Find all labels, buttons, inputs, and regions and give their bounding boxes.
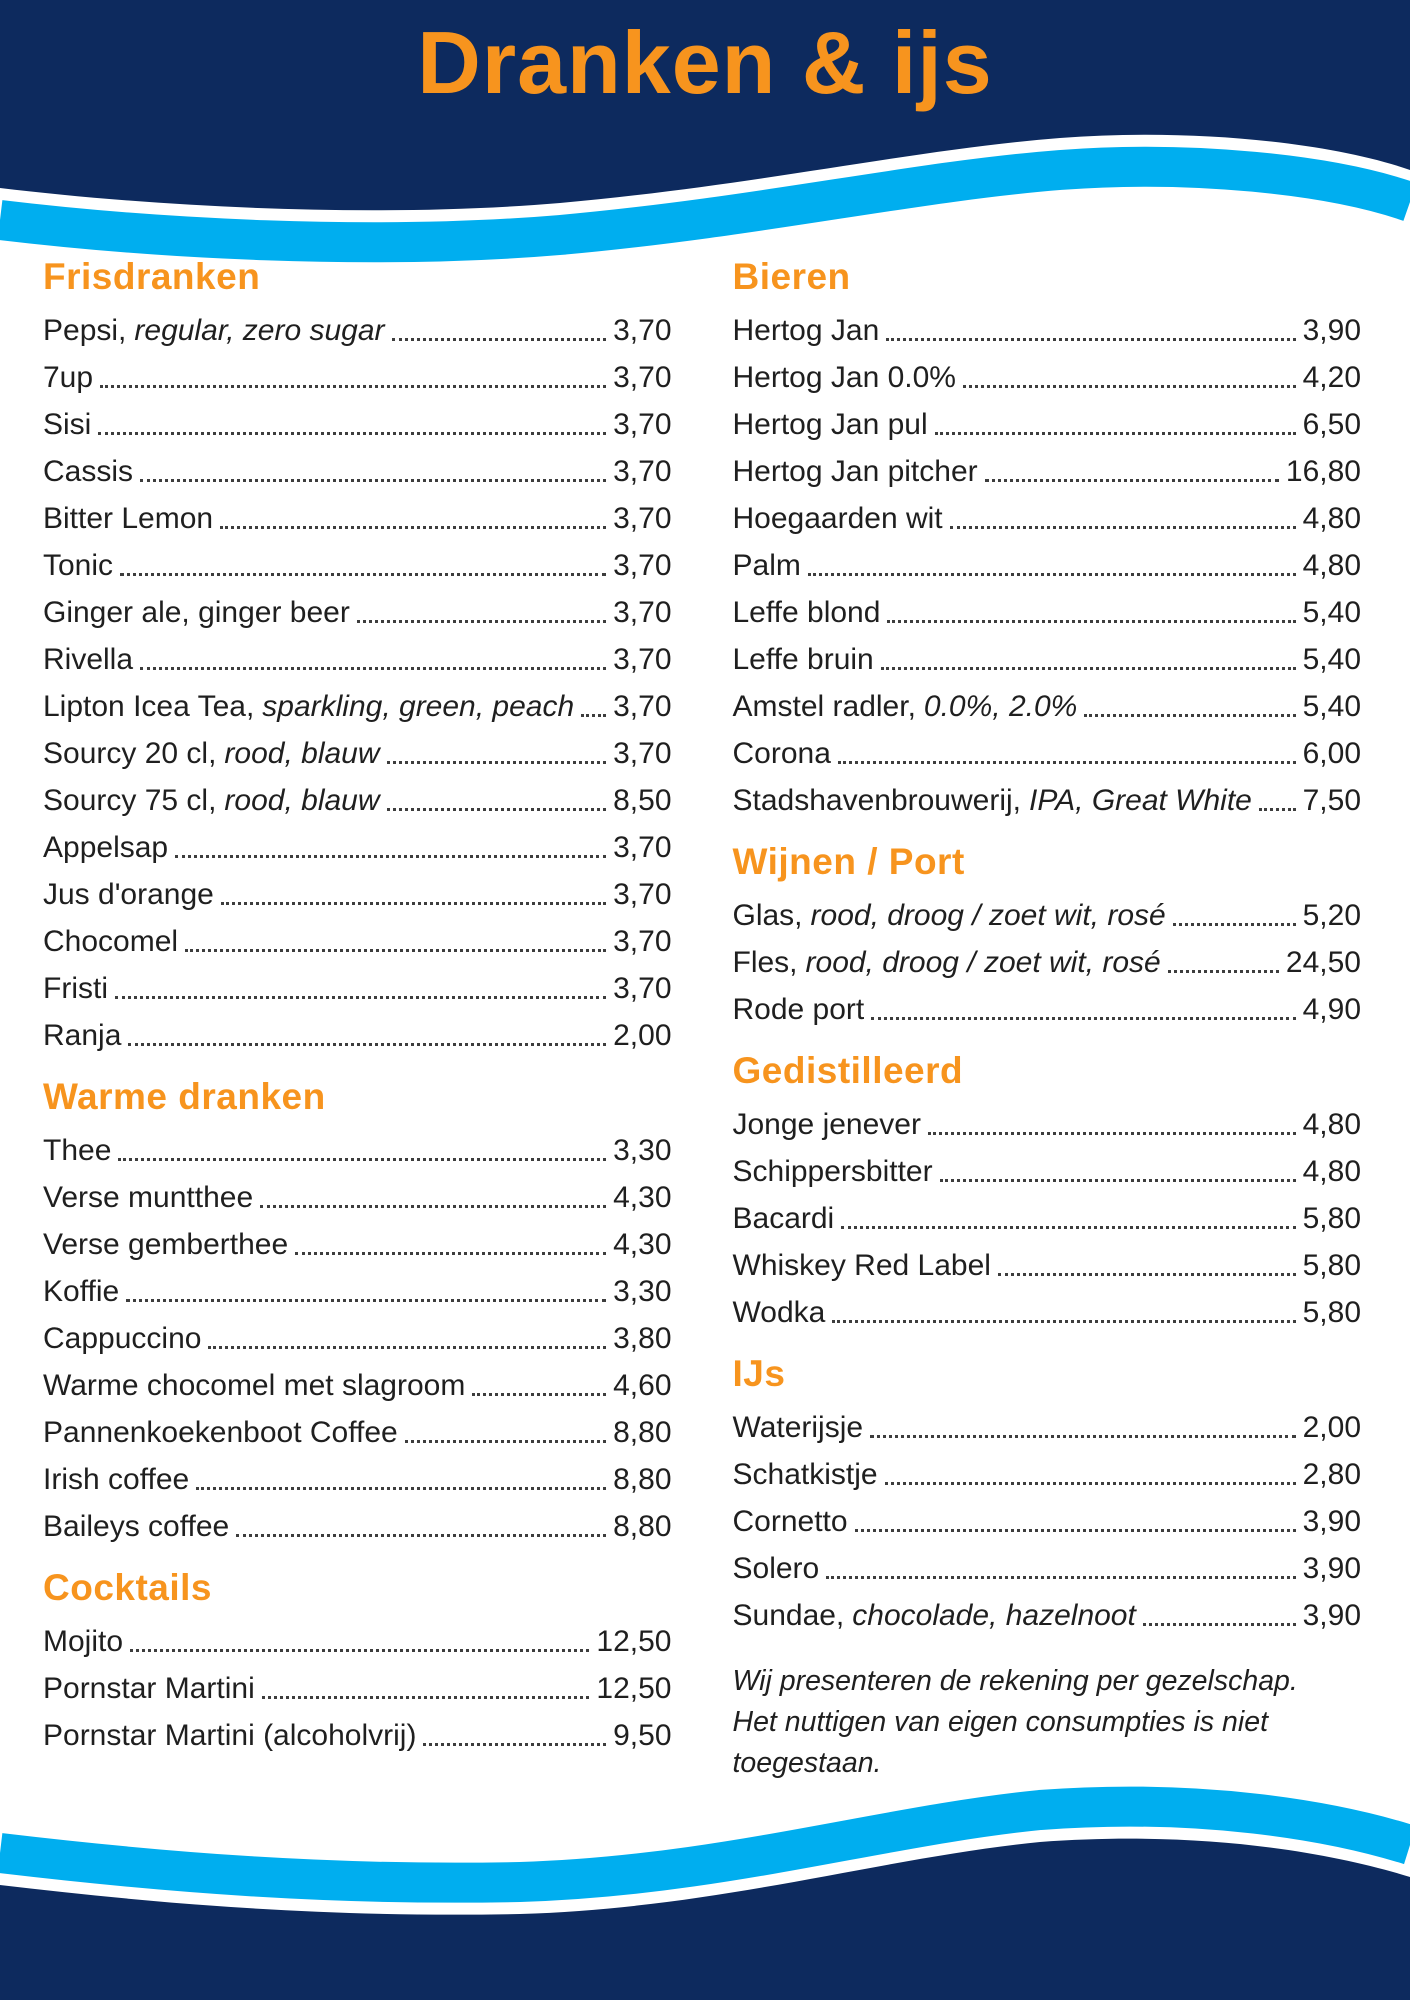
item-price: 2,00 [613, 1018, 672, 1052]
menu-item-row [43, 1012, 672, 1059]
item-label: Leffe bruin [732, 642, 874, 676]
item-label: Ginger ale, ginger beer [43, 595, 350, 629]
item-label: Chocomel [43, 924, 179, 958]
item-note: chocolade, hazelnoot [852, 1598, 1136, 1632]
item-price: 3,30 [613, 1133, 672, 1167]
menu-item-row [43, 1409, 672, 1456]
menu-item-row [43, 495, 672, 542]
dotted-leader [881, 667, 1296, 670]
item-label: Wodka [732, 1295, 826, 1329]
menu-section-bieren [733, 255, 1362, 824]
item-label: Irish coffee [43, 1462, 190, 1496]
item-price: 3,70 [613, 689, 672, 723]
menu-column-right [733, 255, 1362, 1784]
dotted-leader [871, 1017, 1295, 1020]
item-price: 5,40 [1302, 595, 1361, 629]
item-price: 3,70 [613, 736, 672, 770]
dotted-leader [1259, 808, 1296, 811]
menu-item-row [43, 354, 672, 401]
dotted-leader [581, 714, 606, 717]
item-price: 4,80 [1302, 501, 1361, 535]
item-label: Sundae, [732, 1598, 845, 1632]
menu-item-row [43, 636, 672, 683]
item-label: Waterijsje [732, 1410, 864, 1444]
item-price: 5,40 [1302, 642, 1361, 676]
menu-item-row [733, 1451, 1362, 1498]
item-price: 5,80 [1302, 1248, 1361, 1282]
item-price: 2,00 [1302, 1410, 1361, 1444]
dotted-leader [998, 1273, 1296, 1276]
dotted-leader [985, 479, 1279, 482]
item-label: Hertog Jan pitcher [732, 454, 978, 488]
menu-item-row [733, 589, 1362, 636]
item-label: Stadshavenbrouwerij, [732, 783, 1022, 817]
item-price: 8,80 [613, 1415, 672, 1449]
item-label: Verse gemberthee [43, 1227, 289, 1261]
dotted-leader [295, 1252, 606, 1255]
menu-item-row [43, 1456, 672, 1503]
item-price: 3,70 [613, 313, 672, 347]
menu-section-warme-dranken [43, 1075, 672, 1550]
dotted-leader [472, 1393, 606, 1396]
item-label: Hoegaarden wit [732, 501, 943, 535]
dotted-leader [260, 1205, 606, 1208]
item-label: Pannenkoekenboot Coffee [43, 1415, 398, 1449]
dotted-leader [1173, 923, 1296, 926]
item-price: 5,80 [1302, 1201, 1361, 1235]
dotted-leader [885, 1482, 1296, 1485]
item-label: Whiskey Red Label [732, 1248, 991, 1282]
menu-item-row [43, 730, 672, 777]
item-price: 4,80 [1302, 1107, 1361, 1141]
menu-item-row [43, 1618, 672, 1665]
item-label: Rivella [43, 642, 134, 676]
item-price: 8,50 [613, 783, 672, 817]
item-label: Hertog Jan pul [732, 407, 928, 441]
dotted-leader [100, 385, 606, 388]
item-label: Solero [732, 1551, 820, 1585]
dotted-leader [120, 573, 606, 576]
item-price: 3,90 [1302, 1551, 1361, 1585]
dotted-leader [1168, 970, 1279, 973]
item-label: Sourcy 20 cl, [43, 736, 217, 770]
section-title: Bieren [732, 256, 851, 297]
dotted-leader [808, 573, 1296, 576]
menu-section-frisdranken [43, 255, 672, 1059]
dotted-leader [423, 1743, 606, 1746]
item-label: Fles, [732, 945, 798, 979]
footnote-line: Wij presenteren de rekening per gezelschap. [732, 1665, 1298, 1697]
item-label: Hertog Jan 0.0% [732, 360, 956, 394]
dotted-leader [140, 667, 606, 670]
item-price: 4,90 [1302, 992, 1361, 1026]
menu-section-gedistilleerd [733, 1049, 1362, 1336]
dotted-leader [855, 1529, 1296, 1532]
menu-item-row [733, 636, 1362, 683]
item-price: 3,90 [1302, 1504, 1361, 1538]
item-label: 7up [43, 360, 94, 394]
menu-item-row [733, 1289, 1362, 1336]
menu-item-row [733, 777, 1362, 824]
dotted-leader [185, 949, 606, 952]
item-note: sparkling, green, peach [262, 689, 575, 723]
item-label: Pornstar Martini [43, 1671, 255, 1705]
item-price: 3,70 [613, 877, 672, 911]
item-label: Verse muntthee [43, 1180, 254, 1214]
menu-item-row [733, 1404, 1362, 1451]
item-price: 3,80 [613, 1321, 672, 1355]
item-label: Lipton Icea Tea, [43, 689, 255, 723]
bottom-wave [0, 1770, 1410, 2000]
item-price: 9,50 [613, 1718, 672, 1752]
dotted-leader [126, 1299, 606, 1302]
menu-item-row [733, 986, 1362, 1033]
footnotes [733, 1661, 1362, 1784]
menu-item-row [43, 1221, 672, 1268]
dotted-leader [98, 432, 606, 435]
menu-section-wijnen-port [733, 840, 1362, 1033]
item-label: Rode port [732, 992, 865, 1026]
item-price: 4,80 [1302, 1154, 1361, 1188]
dotted-leader [1143, 1623, 1296, 1626]
menu-item-row [733, 1242, 1362, 1289]
menu-item-row [43, 1174, 672, 1221]
menu-item-row [733, 892, 1362, 939]
dotted-leader [405, 1440, 606, 1443]
menu-item-row [43, 448, 672, 495]
section-title: Warme dranken [43, 1076, 326, 1117]
dotted-leader [963, 385, 1296, 388]
dotted-leader [826, 1576, 1295, 1579]
dotted-leader [940, 1179, 1296, 1182]
dotted-leader [887, 620, 1295, 623]
menu-item-row [733, 1498, 1362, 1545]
item-price: 2,80 [1302, 1457, 1361, 1491]
item-note: rood, droog / zoet wit, rosé [805, 945, 1161, 979]
section-title: Cocktails [43, 1567, 213, 1608]
item-label: Leffe blond [732, 595, 881, 629]
item-price: 4,30 [613, 1227, 672, 1261]
menu-column-left [43, 255, 672, 1784]
section-title: IJs [732, 1353, 786, 1394]
item-label: Baileys coffee [43, 1509, 230, 1543]
item-note: rood, droog / zoet wit, rosé [810, 898, 1166, 932]
menu-item-row [733, 354, 1362, 401]
item-price: 3,70 [613, 548, 672, 582]
item-price: 4,80 [1302, 548, 1361, 582]
section-title: Gedistilleerd [732, 1050, 964, 1091]
item-note: regular, zero sugar [134, 313, 385, 347]
dotted-leader [387, 761, 607, 764]
item-label: Schippersbitter [732, 1154, 933, 1188]
item-label: Palm [732, 548, 801, 582]
item-label: Thee [43, 1133, 112, 1167]
menu-item-row [43, 965, 672, 1012]
item-label: Mojito [43, 1624, 124, 1658]
item-price: 7,50 [1302, 783, 1361, 817]
item-price: 3,30 [613, 1274, 672, 1308]
item-label: Sisi [43, 407, 92, 441]
dotted-leader [838, 761, 1296, 764]
item-price: 5,80 [1302, 1295, 1361, 1329]
item-label: Glas, [732, 898, 803, 932]
item-price: 3,70 [613, 454, 672, 488]
menu-item-row [43, 1268, 672, 1315]
item-label: Pornstar Martini (alcoholvrij) [43, 1718, 417, 1752]
item-price: 3,70 [613, 595, 672, 629]
item-price: 3,70 [613, 971, 672, 1005]
menu-section-ijs [733, 1352, 1362, 1639]
item-label: Warme chocomel met slagroom [43, 1368, 466, 1402]
menu-item-row [733, 448, 1362, 495]
footnote-line: Het nuttigen van eigen consumpties is niet toegestaan. [732, 1706, 1268, 1779]
menu-item-row [43, 589, 672, 636]
menu-item-row [43, 1127, 672, 1174]
dotted-leader [175, 855, 606, 858]
item-price: 4,20 [1302, 360, 1361, 394]
menu-item-row [43, 824, 672, 871]
item-price: 3,90 [1302, 1598, 1361, 1632]
item-price: 3,70 [613, 830, 672, 864]
dotted-leader [262, 1696, 590, 1699]
dotted-leader [950, 526, 1296, 529]
item-note: rood, blauw [224, 783, 380, 817]
item-price: 6,50 [1302, 407, 1361, 441]
menu-item-row [733, 542, 1362, 589]
menu-item-row [43, 307, 672, 354]
dotted-leader [221, 902, 606, 905]
menu-item-row [43, 1503, 672, 1550]
dotted-leader [357, 620, 606, 623]
item-label: Cappuccino [43, 1321, 202, 1355]
dotted-leader [387, 808, 607, 811]
item-label: Amstel radler, [732, 689, 916, 723]
menu-item-row [733, 401, 1362, 448]
menu-item-row [733, 307, 1362, 354]
item-price: 5,40 [1302, 689, 1361, 723]
dotted-leader [140, 479, 606, 482]
dotted-leader [841, 1226, 1295, 1229]
item-label: Koffie [43, 1274, 120, 1308]
item-price: 3,70 [613, 642, 672, 676]
dotted-leader [118, 1158, 606, 1161]
menu-item-row [733, 1195, 1362, 1242]
menu-item-row [733, 495, 1362, 542]
menu-item-row [43, 683, 672, 730]
item-note: IPA, Great White [1029, 783, 1252, 817]
item-price: 6,00 [1302, 736, 1361, 770]
dotted-leader [870, 1435, 1296, 1438]
menu-item-row [733, 1592, 1362, 1639]
menu-item-row [43, 871, 672, 918]
item-price: 3,70 [613, 924, 672, 958]
menu-item-row [733, 939, 1362, 986]
menu-content [43, 255, 1361, 1784]
item-label: Sourcy 75 cl, [43, 783, 217, 817]
item-label: Pepsi, [43, 313, 127, 347]
item-price: 12,50 [596, 1671, 672, 1705]
menu-item-row [43, 542, 672, 589]
menu-item-row [43, 918, 672, 965]
item-label: Appelsap [43, 830, 169, 864]
item-price: 3,70 [613, 501, 672, 535]
item-label: Jonge jenever [732, 1107, 921, 1141]
menu-item-row [733, 683, 1362, 730]
item-price: 4,60 [613, 1368, 672, 1402]
menu-item-row [733, 1148, 1362, 1195]
menu-item-row [43, 1712, 672, 1759]
item-price: 8,80 [613, 1462, 672, 1496]
menu-column-right-sections [733, 255, 1362, 1639]
item-price: 12,50 [596, 1624, 672, 1658]
dotted-leader [886, 338, 1295, 341]
item-price: 24,50 [1285, 945, 1361, 979]
dotted-leader [208, 1346, 606, 1349]
section-title: Wijnen / Port [732, 841, 965, 882]
menu-section-cocktails [43, 1566, 672, 1759]
item-price: 3,70 [613, 360, 672, 394]
item-label: Bitter Lemon [43, 501, 214, 535]
item-label: Corona [732, 736, 831, 770]
dotted-leader [196, 1487, 606, 1490]
section-title: Frisdranken [43, 256, 261, 297]
dotted-leader [130, 1649, 589, 1652]
item-label: Cornetto [732, 1504, 848, 1538]
dotted-leader [832, 1320, 1295, 1323]
item-price: 4,30 [613, 1180, 672, 1214]
dotted-leader [935, 432, 1296, 435]
dotted-leader [392, 338, 607, 341]
menu-item-row [43, 1665, 672, 1712]
item-price: 16,80 [1285, 454, 1361, 488]
page-title: Dranken & ijs [417, 13, 993, 112]
dotted-leader [128, 1043, 606, 1046]
item-price: 8,80 [613, 1509, 672, 1543]
item-price: 3,90 [1302, 313, 1361, 347]
item-label: Cassis [43, 454, 134, 488]
item-label: Tonic [43, 548, 114, 582]
dotted-leader [236, 1534, 606, 1537]
item-label: Bacardi [732, 1201, 835, 1235]
menu-item-row [733, 730, 1362, 777]
item-price: 3,70 [613, 407, 672, 441]
item-price: 5,20 [1302, 898, 1361, 932]
menu-item-row [43, 1362, 672, 1409]
item-note: rood, blauw [224, 736, 380, 770]
dotted-leader [1084, 714, 1295, 717]
item-label: Schatkistje [732, 1457, 878, 1491]
item-label: Hertog Jan [732, 313, 880, 347]
menu-item-row [43, 1315, 672, 1362]
dotted-leader [220, 526, 606, 529]
dotted-leader [928, 1132, 1296, 1135]
item-label: Fristi [43, 971, 108, 1005]
menu-item-row [43, 777, 672, 824]
dotted-leader [115, 996, 606, 999]
item-label: Jus d'orange [43, 877, 214, 911]
menu-item-row [43, 401, 672, 448]
item-note: 0.0%, 2.0% [923, 689, 1078, 723]
menu-item-row [733, 1101, 1362, 1148]
item-label: Ranja [43, 1018, 122, 1052]
menu-item-row [733, 1545, 1362, 1592]
